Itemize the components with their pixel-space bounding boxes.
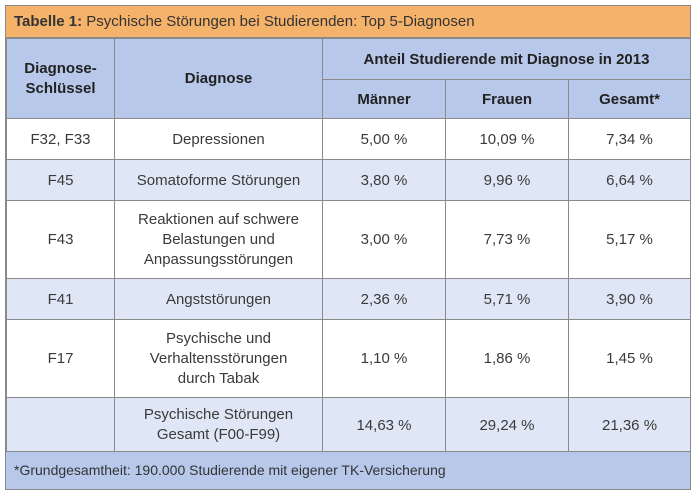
- cell-total: 3,90 %: [569, 279, 691, 320]
- cell-key: F43: [7, 201, 115, 279]
- diagnosis-table: [6, 38, 691, 453]
- cell-women: 29,24 %: [446, 398, 569, 453]
- cell-total: 6,64 %: [569, 160, 691, 201]
- header-diagnosis: Diagnose: [115, 39, 323, 119]
- table-title-text: Psychische Störungen bei Studierenden: Top 5-Diagnosen: [86, 13, 475, 30]
- table-footnote: *Grundgesamtheit: 190.000 Studierende mit eigener TK-Versicherung: [6, 451, 690, 489]
- cell-women: 10,09 %: [446, 119, 569, 160]
- cell-total: 5,17 %: [569, 201, 691, 279]
- header-men: Männer: [323, 80, 446, 119]
- cell-diagnosis: Psychische Störungen Gesamt (F00-F99): [115, 398, 323, 453]
- cell-diagnosis: Reaktionen auf schwere Belastungen und Anpassungsstörungen: [115, 201, 323, 279]
- cell-men: 3,80 %: [323, 160, 446, 201]
- cell-total: 1,45 %: [569, 320, 691, 398]
- table-row: [7, 160, 691, 201]
- cell-men: 3,00 %: [323, 201, 446, 279]
- cell-diagnosis: Angststörungen: [115, 279, 323, 320]
- cell-women: 5,71 %: [446, 279, 569, 320]
- table-row: [7, 398, 691, 453]
- cell-diagnosis: Depressionen: [115, 119, 323, 160]
- cell-men: 1,10 %: [323, 320, 446, 398]
- header-total: Gesamt*: [569, 80, 691, 119]
- table-row: [7, 201, 691, 279]
- cell-women: 9,96 %: [446, 160, 569, 201]
- table-row: [7, 320, 691, 398]
- table-row: [7, 279, 691, 320]
- cell-men: 14,63 %: [323, 398, 446, 453]
- cell-key: F17: [7, 320, 115, 398]
- header-diagnosis-key: Diagnose-Schlüssel: [7, 39, 115, 119]
- cell-key: F45: [7, 160, 115, 201]
- cell-total: 21,36 %: [569, 398, 691, 453]
- header-women: Frauen: [446, 80, 569, 119]
- cell-diagnosis: Somatoforme Störungen: [115, 160, 323, 201]
- cell-key: F32, F33: [7, 119, 115, 160]
- cell-men: 5,00 %: [323, 119, 446, 160]
- cell-total: 7,34 %: [569, 119, 691, 160]
- cell-men: 2,36 %: [323, 279, 446, 320]
- cell-diagnosis: Psychische und Verhaltensstörungen durch Tabak: [115, 320, 323, 398]
- cell-women: 1,86 %: [446, 320, 569, 398]
- table-title: [6, 6, 690, 38]
- cell-key: F41: [7, 279, 115, 320]
- cell-women: 7,73 %: [446, 201, 569, 279]
- table-title-label: Tabelle 1:: [14, 13, 83, 30]
- header-share-group: Anteil Studierende mit Diagnose in 2013: [323, 39, 691, 80]
- cell-key: [7, 398, 115, 453]
- table-frame: [5, 5, 691, 490]
- table-row: [7, 119, 691, 160]
